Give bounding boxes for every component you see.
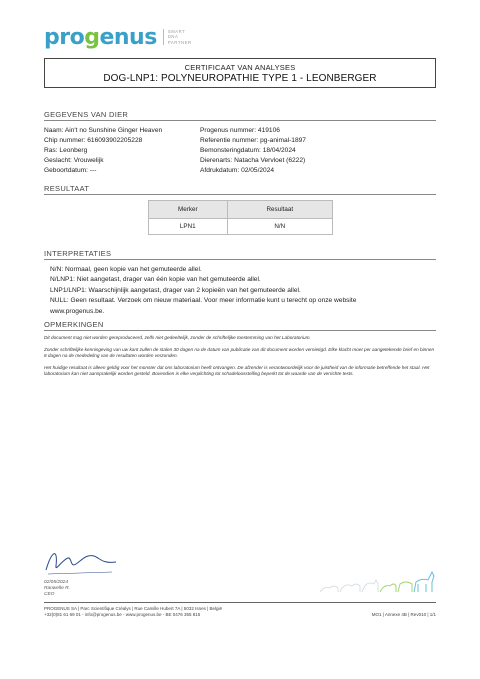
table-row — [149, 219, 333, 235]
animal-silhouettes-illustration — [318, 566, 438, 594]
signature-block — [44, 580, 70, 599]
info-label: Dierenarts: — [200, 157, 233, 164]
info-row-print-date — [200, 166, 306, 176]
section-divider — [44, 194, 436, 195]
logo-part-a: pro — [44, 24, 85, 50]
info-row-breed — [44, 146, 162, 156]
result-cell-result: N/N — [227, 219, 332, 235]
info-row-progenus-number — [200, 126, 306, 136]
info-row-sex — [44, 156, 162, 166]
signature-name: Ranwelle R. — [44, 586, 70, 592]
info-row-vet — [200, 156, 306, 166]
info-row-name — [44, 126, 162, 136]
interpretations-list — [50, 265, 436, 317]
animal-info-right — [200, 126, 306, 176]
info-label: Geslacht: — [44, 157, 72, 164]
interpretation-item: N/N: Normaal, geen kopie van het gemuteerde allel. — [50, 266, 202, 273]
green-animals-icon — [380, 582, 412, 592]
info-label: Geboortdatum: — [44, 167, 88, 174]
footer-address — [44, 606, 222, 618]
footer-divider — [44, 602, 436, 603]
section-title-remarks: OPMERKINGEN — [44, 320, 104, 329]
logo-tagline — [163, 29, 192, 45]
interpretation-item: LNP1/LNP1: Waarschijnlijk aangetast, drager van 2 kopieën van het gemuteerde allel. — [50, 286, 301, 294]
certificate-title: CERTIFICAAT VAN ANALYSES — [184, 63, 296, 72]
remark-paragraph: Zonder schriftelijke kennisgeving van uw kant zullen de stalen 30 dagen na de datum van publicatie van dit document worden vernietigd. Elke klacht moet per aangetekende brief en binnen 8 dagen na de mededeling van de resultaten worden verzonden. — [44, 347, 435, 358]
progenus-logo — [44, 22, 192, 52]
footer-line: PROGENUS SA | Parc Scientifique Créalys | Rue Camille Hubert 7A | 5032 Isnes | België — [44, 606, 223, 611]
info-value: Ain't no Sunshine Ginger Heaven — [64, 127, 163, 134]
info-value: --- — [89, 167, 97, 174]
info-value: Leonberg — [59, 147, 88, 154]
info-label: Ras: — [44, 147, 58, 154]
result-header-marker: Merker — [149, 201, 228, 219]
certificate-subtitle: DOG-LNP1: POLYNEUROPATHIE TYPE 1 - LEONBERGER — [103, 73, 377, 84]
info-label: Referentie nummer: — [200, 137, 259, 144]
handwritten-signature — [42, 540, 122, 578]
interpretation-item: NULL: Geen resultaat. Verzoek om nieuw materiaal. Voor meer informatie kunt u terecht op onze website — [50, 297, 357, 305]
logo-part-c: enus — [99, 24, 157, 50]
section-title-result: RESULTAAT — [44, 184, 90, 193]
info-value: Vrouwelijk — [73, 157, 104, 164]
footer-doc-code: MO1 | Annexe 4B | Rev010 | 1/1 — [371, 612, 436, 617]
info-value: Natacha Vervloet (6222) — [234, 157, 306, 164]
section-divider — [44, 120, 436, 121]
section-divider — [44, 259, 436, 260]
info-value: 419106 — [257, 127, 280, 134]
animal-info-left — [44, 126, 162, 176]
info-row-reference — [200, 136, 306, 146]
info-value: 18/04/2024 — [262, 147, 296, 154]
logo-wordmark — [44, 25, 157, 50]
logo-tagline-line: PARTNER — [167, 39, 192, 45]
info-label: Chip nummer: — [44, 137, 86, 144]
signature-date: 02/05/2024 — [44, 580, 69, 585]
remark-paragraph: Het huidige resultaat is alleen geldig voor het monster dat ons laboratorium heeft ontvangen. De afzender is verantwoordelijk voor de juistheid van de informatie betreffende het staal. Het laboratorium kan niet aansprakelijk worden gesteld. Bovendien is elke verplichting tot schadeloosstelling beperkt tot de waarde van de verrichte tests. — [44, 365, 430, 376]
logo-tagline-line: DNA — [167, 34, 179, 40]
remarks-block — [44, 335, 436, 383]
info-value: 02/05/2024 — [241, 167, 275, 174]
certificate-title-box — [44, 58, 436, 88]
info-label: Afdrukdatum: — [200, 167, 240, 174]
interpretation-item: www.progenus.be. — [50, 307, 105, 315]
info-label: Bemonsteringdatum: — [200, 147, 261, 154]
logo-part-b: g — [84, 24, 100, 50]
info-row-chip — [44, 136, 162, 146]
result-table-header-row — [149, 201, 333, 219]
signature-role: CEO — [44, 592, 55, 598]
info-value: pg-animal-1897 — [260, 137, 306, 144]
info-value: 616093902205228 — [87, 137, 143, 144]
logo-tagline-line: SMART — [167, 29, 186, 35]
result-header-result: Resultaat — [227, 201, 332, 219]
result-table — [148, 200, 333, 235]
footer-line: +32(0)81 61 69 01 - info@progenus.be - www.progenus.be - BE 0476 355 815 — [44, 612, 201, 617]
result-cell-marker: LPN1 — [149, 219, 228, 235]
info-row-sampling-date — [200, 146, 306, 156]
blue-horse-icon — [414, 572, 434, 592]
section-divider — [44, 330, 436, 331]
remark-paragraph: Dit document mag niet worden gereproduceerd, zelfs niet gedeeltelijk, zonder de schriftelijke toestemming van het Laboratorium. — [44, 335, 311, 340]
section-title-animal: GEGEVENS VAN DIER — [44, 110, 129, 119]
section-title-interpretations: INTERPRETATIES — [44, 249, 112, 258]
grey-animals-icon — [320, 580, 378, 592]
info-label: Progenus nummer: — [200, 127, 257, 134]
interpretation-item: N/LNP1: Niet aangetast, drager van één kopie van het gemuteerde allel. — [50, 276, 261, 284]
info-row-birthdate — [44, 166, 162, 176]
info-label: Naam: — [44, 127, 64, 134]
